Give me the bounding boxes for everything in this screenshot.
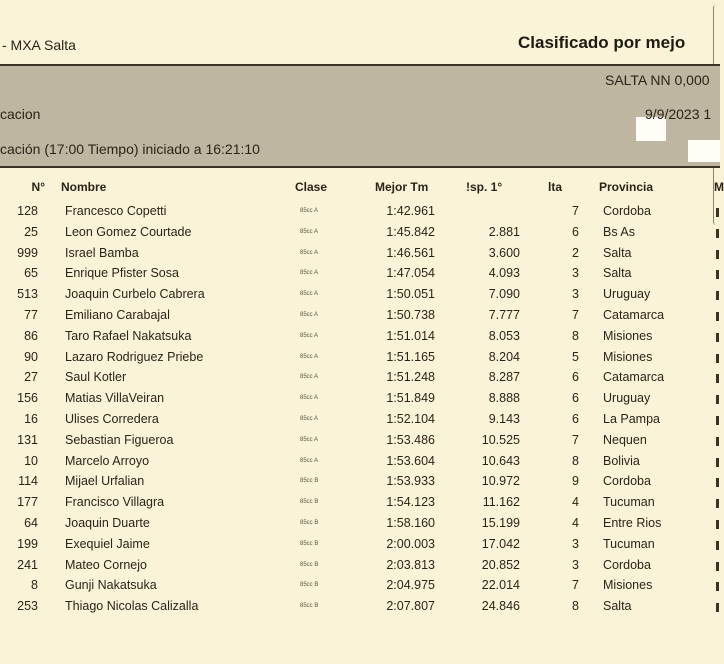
rider-name: Lazaro Rodriguez Priebe bbox=[65, 349, 204, 364]
cropped-column-mark bbox=[716, 541, 719, 550]
rider-number: 114 bbox=[18, 474, 38, 489]
rider-number: 77 bbox=[24, 307, 38, 322]
rider-number: 999 bbox=[17, 245, 38, 260]
rider-number: 90 bbox=[24, 349, 38, 364]
cropped-column-mark bbox=[716, 229, 719, 238]
gap-to-first: 8.204 bbox=[488, 349, 520, 364]
table-row bbox=[0, 555, 720, 576]
table-row bbox=[0, 451, 720, 472]
cropped-column-mark bbox=[716, 520, 719, 529]
best-time: 1:50.051 bbox=[386, 287, 435, 302]
gap-to-first: 9.143 bbox=[488, 411, 520, 426]
rider-number: 513 bbox=[17, 287, 38, 302]
table-row bbox=[0, 201, 720, 222]
cropped-column-mark bbox=[716, 374, 719, 383]
rider-name: Gunji Nakatsuka bbox=[65, 578, 157, 593]
event-title: - MXA Salta bbox=[2, 37, 76, 53]
col-header-gap: !sp. 1° bbox=[466, 180, 503, 194]
report-header bbox=[0, 0, 720, 64]
col-header-province: Provincia bbox=[599, 180, 654, 194]
cropped-column-mark bbox=[716, 354, 719, 363]
rider-name: Exequiel Jaime bbox=[65, 536, 150, 551]
cropped-column-mark bbox=[716, 312, 719, 321]
best-time: 2:00.003 bbox=[386, 536, 435, 551]
best-time: 1:42.961 bbox=[386, 204, 435, 218]
rider-number: 131 bbox=[17, 432, 38, 447]
rider-class: 85cc A bbox=[300, 395, 319, 402]
cropped-column-mark bbox=[716, 208, 719, 217]
province: Entre Rios bbox=[603, 515, 662, 530]
lap-count: 5 bbox=[572, 349, 579, 364]
cropped-column-mark bbox=[716, 437, 719, 446]
rider-class: 85cc B bbox=[300, 582, 319, 589]
lap-count: 7 bbox=[572, 204, 579, 218]
col-header-name: Nombre bbox=[61, 180, 107, 194]
province: Misiones bbox=[603, 349, 653, 364]
col-header-laps: lta bbox=[548, 180, 563, 194]
best-time: 1:54.123 bbox=[386, 495, 435, 510]
rider-name: Enrique Pfister Sosa bbox=[65, 266, 179, 281]
rider-class: 85cc A bbox=[300, 311, 319, 318]
rider-number: 25 bbox=[24, 224, 38, 239]
province: Salta bbox=[603, 266, 632, 281]
province: Salta bbox=[603, 245, 632, 260]
rider-name: Marcelo Arroyo bbox=[65, 453, 150, 468]
province: Nequen bbox=[603, 432, 647, 447]
rider-number: 16 bbox=[24, 411, 38, 426]
rider-class: 85cc A bbox=[300, 249, 319, 256]
cropped-column-mark bbox=[716, 333, 719, 342]
rider-class: 85cc B bbox=[300, 478, 319, 485]
lap-count: 8 bbox=[572, 453, 579, 468]
gap-to-first: 10.525 bbox=[481, 432, 520, 447]
rider-number: 64 bbox=[24, 515, 38, 530]
province: Bs As bbox=[603, 224, 635, 239]
table-row bbox=[0, 263, 720, 284]
table-row bbox=[0, 243, 720, 264]
lap-count: 3 bbox=[572, 557, 579, 572]
best-time: 1:51.248 bbox=[386, 370, 435, 385]
rider-number: 156 bbox=[17, 391, 38, 406]
gap-to-first: 10.643 bbox=[481, 453, 520, 468]
best-time: 2:04.975 bbox=[386, 578, 435, 593]
lap-count: 6 bbox=[572, 411, 579, 426]
rider-name: Mateo Cornejo bbox=[65, 557, 147, 572]
table-row bbox=[0, 305, 720, 326]
rider-number: 128 bbox=[17, 204, 38, 218]
rider-name: Joaquin Curbelo Cabrera bbox=[65, 287, 205, 302]
best-time: 1:53.604 bbox=[386, 453, 435, 468]
cropped-column-mark bbox=[716, 270, 719, 279]
lap-count: 6 bbox=[572, 391, 579, 406]
lap-count: 8 bbox=[572, 599, 579, 614]
table-row bbox=[0, 492, 720, 513]
table-row bbox=[0, 596, 720, 617]
province: Misiones bbox=[603, 328, 653, 343]
rider-class: 85cc B bbox=[300, 561, 319, 568]
best-time: 1:53.933 bbox=[386, 474, 435, 489]
cropped-column-mark bbox=[716, 562, 719, 571]
gap-to-first: 8.053 bbox=[488, 328, 520, 343]
table-row bbox=[0, 367, 720, 388]
session-date: 9/9/2023 1 bbox=[645, 106, 712, 122]
cropped-column-mark bbox=[716, 499, 719, 508]
cropped-column-mark bbox=[716, 395, 719, 404]
gap-to-first: 2.881 bbox=[488, 224, 520, 239]
best-time: 1:46.561 bbox=[386, 245, 435, 260]
best-time: 1:45.842 bbox=[386, 224, 435, 239]
lap-count: 8 bbox=[572, 328, 579, 343]
rider-class: 85cc B bbox=[300, 519, 319, 526]
rider-name: Mijael Urfalian bbox=[65, 474, 145, 489]
gap-to-first: 7.090 bbox=[488, 287, 520, 302]
province: La Pampa bbox=[603, 411, 660, 426]
col-header-num: N° bbox=[31, 180, 45, 194]
results-table bbox=[0, 201, 720, 617]
rider-name: Leon Gomez Courtade bbox=[65, 224, 192, 239]
best-time: 2:03.813 bbox=[386, 557, 435, 572]
rider-name: Emiliano Carabajal bbox=[65, 307, 170, 322]
rider-number: 10 bbox=[24, 453, 38, 468]
rider-class: 85cc A bbox=[300, 436, 319, 443]
province: Catamarca bbox=[603, 370, 665, 385]
best-time: 1:51.165 bbox=[386, 349, 435, 364]
gap-to-first: 10.972 bbox=[481, 474, 520, 489]
rider-name: Saul Kotler bbox=[65, 370, 127, 385]
rider-name: Israel Bamba bbox=[65, 245, 139, 260]
gap-to-first: 7.777 bbox=[488, 307, 520, 322]
cropped-column-mark bbox=[716, 458, 719, 467]
province: Cordoba bbox=[603, 204, 651, 218]
province: Tucuman bbox=[603, 495, 655, 510]
rider-class: 85cc A bbox=[300, 291, 319, 298]
best-time: 1:58.160 bbox=[386, 515, 435, 530]
rider-number: 199 bbox=[17, 536, 38, 551]
rider-number: 27 bbox=[24, 370, 38, 385]
best-time: 2:07.807 bbox=[386, 599, 435, 614]
province: Cordoba bbox=[603, 557, 651, 572]
rider-class: 85cc A bbox=[300, 332, 319, 339]
best-time: 1:51.849 bbox=[386, 391, 435, 406]
lap-count: 9 bbox=[572, 474, 579, 489]
gap-to-first: 8.287 bbox=[488, 370, 520, 385]
rider-name: Taro Rafael Nakatsuka bbox=[65, 328, 192, 343]
rider-class: 85cc B bbox=[300, 499, 319, 506]
province: Uruguay bbox=[603, 391, 651, 406]
col-header-extra: M bbox=[714, 180, 724, 194]
lap-count: 2 bbox=[572, 245, 579, 260]
rider-class: 85cc B bbox=[300, 603, 319, 610]
best-time: 1:51.014 bbox=[386, 328, 435, 343]
gap-to-first: 15.199 bbox=[481, 515, 520, 530]
best-time: 1:47.054 bbox=[386, 266, 435, 281]
table-row bbox=[0, 471, 720, 492]
rider-number: 86 bbox=[24, 328, 38, 343]
cropped-column-mark bbox=[716, 603, 719, 612]
table-row bbox=[0, 409, 720, 430]
rider-name: Matias VillaVeiran bbox=[65, 391, 165, 406]
province: Salta bbox=[603, 599, 632, 614]
lap-count: 3 bbox=[572, 536, 579, 551]
lap-count: 7 bbox=[572, 432, 579, 447]
lap-count: 7 bbox=[572, 307, 579, 322]
gap-to-first: 24.846 bbox=[481, 599, 520, 614]
rider-number: 177 bbox=[17, 495, 38, 510]
rider-class: 85cc A bbox=[300, 208, 319, 214]
report-title: Clasificado por mejo bbox=[518, 33, 686, 52]
province: Tucuman bbox=[603, 536, 655, 551]
rider-number: 253 bbox=[17, 599, 38, 614]
province: Cordoba bbox=[603, 474, 651, 489]
lap-count: 3 bbox=[572, 266, 579, 281]
rider-class: 85cc A bbox=[300, 270, 319, 277]
table-row bbox=[0, 430, 720, 451]
rider-class: 85cc A bbox=[300, 374, 319, 381]
rider-name: Thiago Nicolas Calizalla bbox=[65, 599, 199, 614]
rider-number: 65 bbox=[24, 266, 38, 281]
gap-to-first: 11.162 bbox=[482, 495, 520, 510]
gap-to-first: 4.093 bbox=[488, 266, 520, 281]
table-row bbox=[0, 222, 720, 243]
gap-to-first: 22.014 bbox=[481, 578, 520, 593]
table-row bbox=[0, 513, 720, 534]
table-row bbox=[0, 347, 720, 368]
best-time: 1:50.738 bbox=[386, 307, 435, 322]
rider-name: Ulises Corredera bbox=[65, 411, 159, 426]
col-header-class: Clase bbox=[295, 180, 328, 194]
cropped-column-mark bbox=[716, 291, 719, 300]
rider-class: 85cc A bbox=[300, 353, 319, 360]
table-row bbox=[0, 534, 720, 555]
rider-class: 85cc A bbox=[300, 457, 319, 464]
table-header bbox=[0, 180, 724, 198]
divider-bottom bbox=[0, 166, 720, 168]
gap-to-first: 20.852 bbox=[481, 557, 520, 572]
table-row bbox=[0, 388, 720, 409]
rider-name: Sebastian Figueroa bbox=[65, 432, 174, 447]
gap-to-first: 8.888 bbox=[488, 391, 520, 406]
cropped-column-mark bbox=[716, 582, 719, 591]
cropped-column-mark bbox=[716, 250, 719, 259]
rider-name: Francesco Copetti bbox=[65, 204, 167, 218]
rider-number: 241 bbox=[17, 557, 38, 572]
table-row bbox=[0, 326, 720, 347]
table-row bbox=[0, 284, 720, 305]
lap-count: 7 bbox=[572, 578, 579, 593]
province: Misiones bbox=[603, 578, 653, 593]
province: Bolivia bbox=[603, 453, 640, 468]
lap-count: 6 bbox=[572, 370, 579, 385]
rider-number: 8 bbox=[31, 578, 38, 593]
lap-count: 6 bbox=[572, 224, 579, 239]
table-row bbox=[0, 575, 720, 596]
best-time: 1:52.104 bbox=[386, 411, 435, 426]
rider-name: Joaquin Duarte bbox=[65, 515, 150, 530]
rider-name: Francisco Villagra bbox=[65, 495, 165, 510]
lap-count: 3 bbox=[572, 287, 579, 302]
gap-to-first: 17.042 bbox=[481, 536, 520, 551]
rider-class: 85cc B bbox=[300, 540, 319, 547]
session-type: cacion bbox=[0, 106, 41, 122]
col-header-best-time: Mejor Tm bbox=[375, 180, 429, 194]
province: Uruguay bbox=[603, 287, 651, 302]
cropped-column-mark bbox=[716, 416, 719, 425]
cropped-column-mark bbox=[716, 478, 719, 487]
track-name: SALTA NN 0,000 bbox=[605, 72, 710, 88]
lap-count: 4 bbox=[572, 515, 579, 530]
rider-class: 85cc A bbox=[300, 415, 319, 422]
lap-count: 4 bbox=[572, 495, 579, 510]
gap-to-first: 3.600 bbox=[488, 245, 520, 260]
session-start: cación (17:00 Tiempo) iniciado a 16:21:10 bbox=[0, 141, 260, 157]
rider-class: 85cc A bbox=[300, 228, 319, 235]
province: Catamarca bbox=[603, 307, 665, 322]
scan-artifact bbox=[688, 140, 720, 162]
best-time: 1:53.486 bbox=[386, 432, 435, 447]
